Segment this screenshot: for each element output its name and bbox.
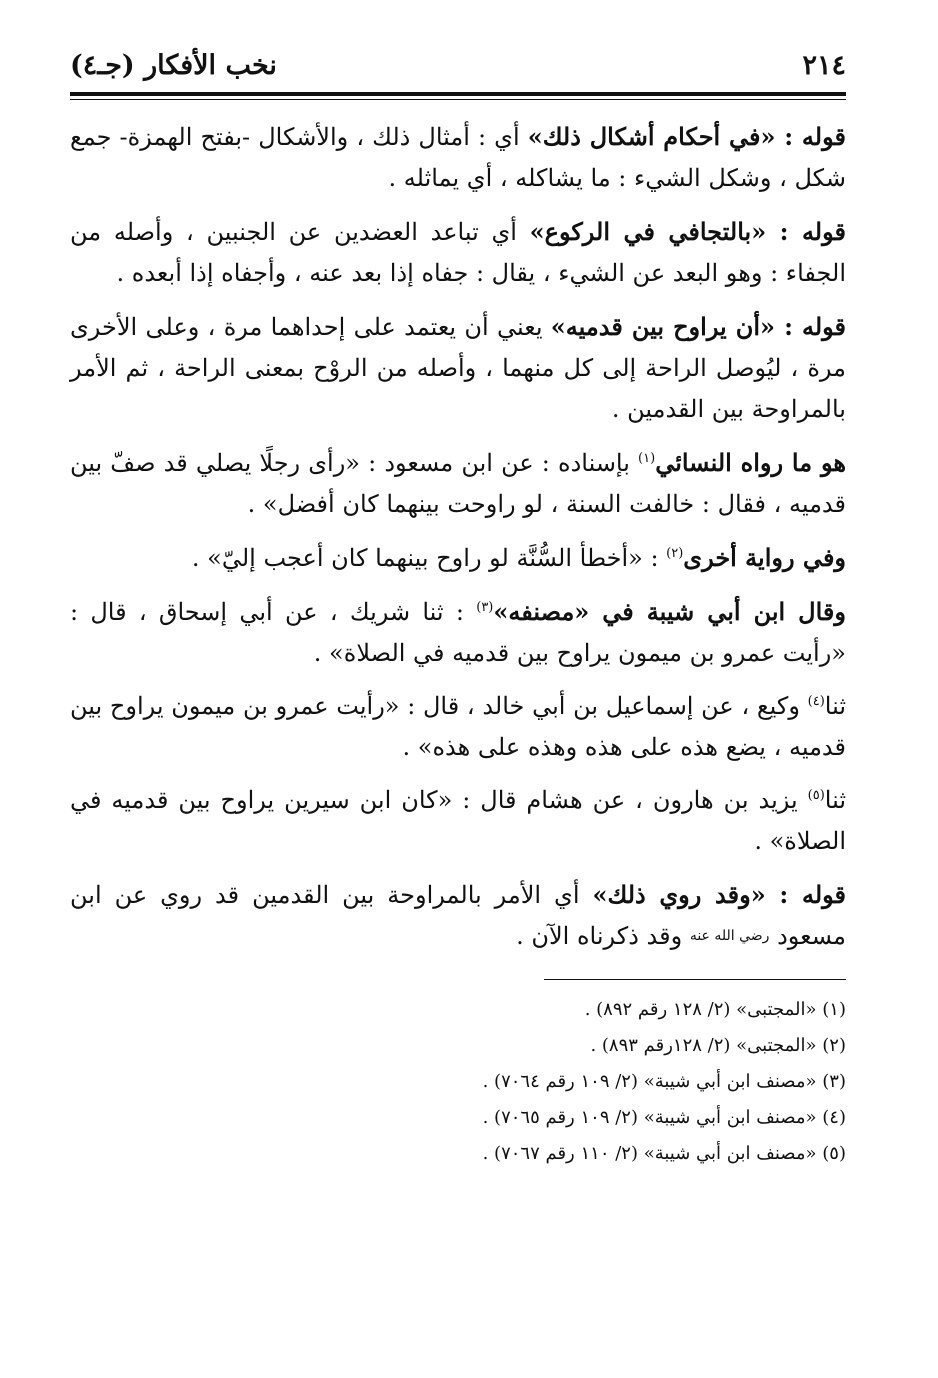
- header-rule-thick: [70, 92, 846, 96]
- footnote-item: (١) «المجتبى» (٢/ ١٢٨ رقم ٨٩٢) .: [584, 999, 846, 1020]
- footnote-marker: (٤): [807, 694, 825, 709]
- paragraph-lead: قوله : «بالتجافي في الركوع»: [529, 217, 846, 246]
- body-text: [70, 116, 846, 957]
- paragraph-ibn-abi-shayba: [70, 591, 846, 674]
- paragraph-lead: قوله : «وقد روي ذلك»: [592, 880, 847, 909]
- footnote-item: (٥) «مصنف ابن أبي شيبة» (٢/ ١١٠ رقم ٧٠٦٧) .: [482, 1143, 846, 1164]
- paragraph-yazid: [70, 780, 846, 862]
- footnote-marker: (٥): [807, 788, 825, 803]
- paragraph-text: يعني أن يعتمد على إحداهما مرة ، وعلى الأخرى مرة ، ليُوصل الراحة إلى كل منهما ، وأصله من الروْح بمعنى الراحة ، ثم الأمر بالمراوحة بين القدمين .: [70, 313, 846, 423]
- footnotes-list: [70, 992, 846, 1172]
- book-page: [70, 40, 846, 1172]
- paragraph-opening: ثنا: [824, 692, 846, 720]
- running-head: [70, 40, 846, 86]
- paragraph-text: وكيع ، عن إسماعيل بن أبي خالد ، قال : «رأيت عمرو بن ميمون يراوح بين قدميه ، يضع هذه على هذه وهذه على هذه» .: [70, 692, 846, 761]
- paragraph-text-end: وقد ذكرناه الآن .: [516, 922, 690, 950]
- paragraph-text: : «أخطأ السُّنَّة لو راوح بينهما كان أعجب إليّ» .: [191, 544, 667, 572]
- radiallahu-anhu-seal: رضي الله عنه: [689, 928, 770, 944]
- footnote-marker: (٢): [666, 546, 684, 561]
- footnote-item: (٤) «مصنف ابن أبي شيبة» (٢/ ١٠٩ رقم ٧٠٦٥) .: [482, 1107, 846, 1128]
- paragraph-text: يزيد بن هارون ، عن هشام قال : «كان ابن سيرين يراوح بين قدميه في الصلاة» .: [70, 786, 846, 855]
- paragraph-text: أي تباعد العضدين عن الجنبين ، وأصله من الجفاء : وهو البعد عن الشيء ، يقال : جفاه إذا بعد عنه ، وأجفاه إذا أبعده .: [70, 218, 846, 287]
- header-rule-thin: [70, 99, 846, 100]
- paragraph-other-narration: [70, 537, 846, 579]
- paragraph-ruwiya: [70, 874, 846, 957]
- paragraph-text: بإسناده : عن ابن مسعود : «رأى رجلًا يصلي قد صفّ بين قدميه ، فقال : خالفت السنة ، لو راوحت بينهما كان أفضل» .: [70, 449, 846, 518]
- paragraph-ashkal: [70, 116, 846, 199]
- paragraph-lead: وقال ابن أبي شيبة في «مصنفه»: [493, 597, 846, 626]
- footnote-marker: (١): [638, 451, 656, 466]
- page-number: ٢١٤: [802, 50, 846, 81]
- paragraph-nasai: [70, 442, 846, 525]
- book-title: نخب الأفكار (جـ٤): [70, 50, 277, 81]
- paragraph-murawaha: [70, 306, 846, 430]
- paragraph-lead: قوله : «أن يراوح بين قدميه»: [550, 312, 846, 341]
- paragraph-text: : ثنا شريك ، عن أبي إسحاق ، قال : «رأيت عمرو بن ميمون يراوح بين قدميه في الصلاة» .: [70, 598, 846, 667]
- footnote-marker: (٣): [476, 600, 494, 615]
- paragraph-lead: وفي رواية أخرى: [683, 543, 846, 572]
- paragraph-text: أي الأمر بالمراوحة بين القدمين قد روي عن ابن مسعود: [70, 881, 846, 950]
- paragraph-opening: ثنا: [824, 786, 846, 814]
- paragraph-tajafi: [70, 211, 846, 294]
- paragraph-lead: قوله : «في أحكام أشكال ذلك»: [527, 122, 846, 151]
- footnote-item: (٢) «المجتبى» (٢/ ١٢٨رقم ٨٩٣) .: [590, 1035, 846, 1056]
- footnote-item: (٣) «مصنف ابن أبي شيبة» (٢/ ١٠٩ رقم ٧٠٦٤) .: [482, 1071, 846, 1092]
- paragraph-text: أي : أمثال ذلك ، والأشكال -بفتح الهمزة- جمع شكل ، وشكل الشيء : ما يشاكله ، أي يماثله .: [70, 123, 846, 192]
- footnote-separator: [544, 979, 846, 980]
- paragraph-waki: [70, 686, 846, 768]
- paragraph-lead: هو ما رواه النسائي: [655, 448, 846, 477]
